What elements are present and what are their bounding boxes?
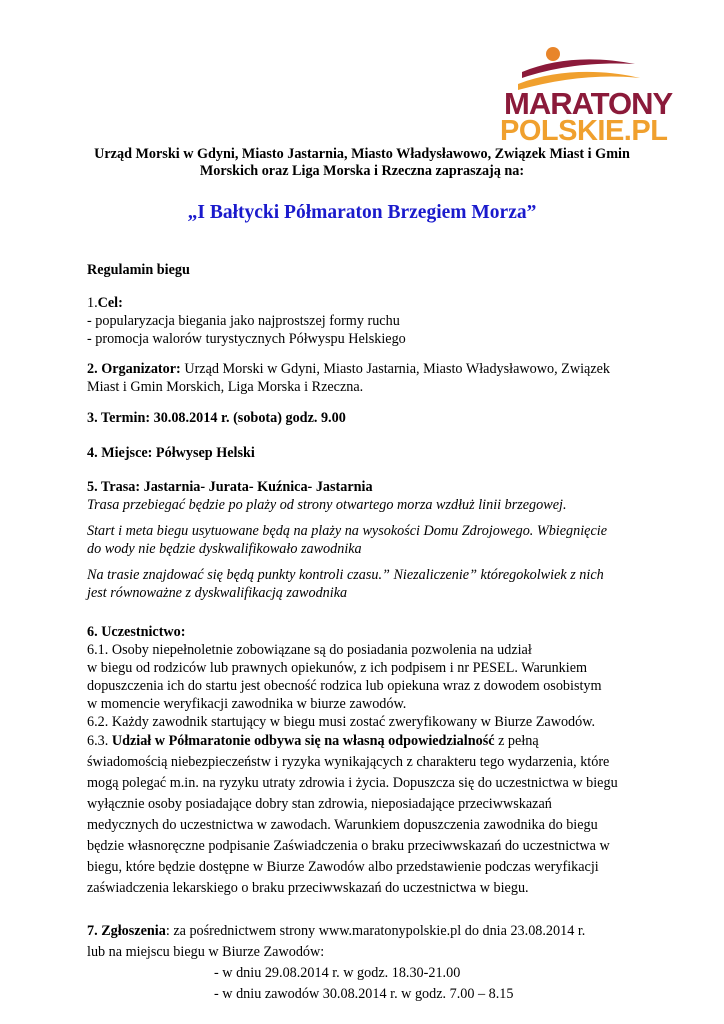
logo-text-polskie: POLSKIE.PL xyxy=(500,115,668,147)
section-organizator: 2. Organizator: Urząd Morski w Gdyni, Miasto Jastarnia, Miasto Władysławowo, Związek Miast i Gmin Morskich, Liga Morska i Rzeczna. xyxy=(87,361,611,395)
section-miejsce: 4. Miejsce: Półwysep Helski xyxy=(87,445,255,461)
intro-text: Urząd Morski w Gdyni, Miasto Jastarnia, Miasto Władysławowo, Związek Miast i Gmin Morskich oraz Liga Morska i Rzeczna zapraszają na: xyxy=(94,146,630,179)
section-zgloszenia: 7. Zgłoszenia: za pośrednictwem strony www.maratonypolskie.pl do dnia 23.08.2014 r. lub na miejscu biegu w Biurze Zawodów: - w dniu 29.08.2014 r. w godz. 18.30-21.00 - w dniu zawodów 30.08.2014 r. w godz. 7.00 – 8.15 xyxy=(87,923,586,1002)
section-termin: 3. Termin: 30.08.2014 r. (sobota) godz. 9.00 xyxy=(87,410,346,426)
logo-text-maratony: MARATONY xyxy=(504,86,673,121)
list-item: - promocja walorów turystycznych Półwyspu Helskiego xyxy=(87,331,406,347)
regulations-heading: Regulamin biegu xyxy=(87,262,190,278)
runner-head-icon xyxy=(546,47,560,61)
section-trasa: 5. Trasa: Jastarnia- Jurata- Kuźnica- Jastarnia Trasa przebiegać będzie po plaży od strony otwartego morza wzdłuż linii brzegowej. Start i meta biegu usytuowane będą na plaży na wysokości Domu Zdrojowego. Wbiegnięcie do wody nie będzie dyskwalifikowało zawodnika Na trasie znajdować się będą punkty kontroli czasu.” Niezaliczenie” któregokolwiek z nich jest równoważne z dyskwalifikacją zawodnika xyxy=(87,479,608,601)
section-uczestnictwo: 6. Uczestnictwo: 6.1. Osoby niepełnoletnie zobowiązane są do posiadania pozwolenia na udział w biegu od rodziców lub prawnych opiekunów, z ich podpisem i nr PESEL. Warunkiem dopuszczenia ich do startu jest obecność rodzica lub opiekuna wraz z dowodem osobistym w momencie weryfikacji zawodnika w biurze zawodów. 6.2. Każdy zawodnik startujący w biegu musi zostać zweryfikowany w Biurze Zawodów. 6.3. Udział w Półmaratonie odbywa się na własną odpowiedzialność z pełną świadomością niebezpieczeństw i ryzyka wynikających z charakteru tego wydarzenia, które mogą polegać m.in. na ryzyku utraty zdrowia i życia. Dopuszcza się do uczestnictwa w biegu wyłącznie osoby posiadające dobry stan zdrowia, nieposiadające przeciwwskazań medycznych do uczestnictwa w zawodach. Warunkiem dopuszczenia zawodnika do biegu będzie własnoręczne podpisanie Zaświadczenia o braku przeciwwskazań do uczestnictwa w biegu, które będzie dostępne w Biurze Zawodów albo przedstawienie podczas weryfikacji zaświadczenia lekarskiego o braku przeciwwskazań do uczestnictwa w biegu. xyxy=(87,624,618,896)
maratony-polskie-logo xyxy=(500,44,673,152)
event-title: „I Bałtycki Półmaraton Brzegiem Morza” xyxy=(187,202,537,223)
list-item: - popularyzacja biegania jako najprostszej formy ruchu xyxy=(87,313,400,329)
section-cel: 1.Cel: - popularyzacja biegania jako najprostszej formy ruchu - promocja walorów turystycznych Półwyspu Helskiego xyxy=(87,294,647,348)
